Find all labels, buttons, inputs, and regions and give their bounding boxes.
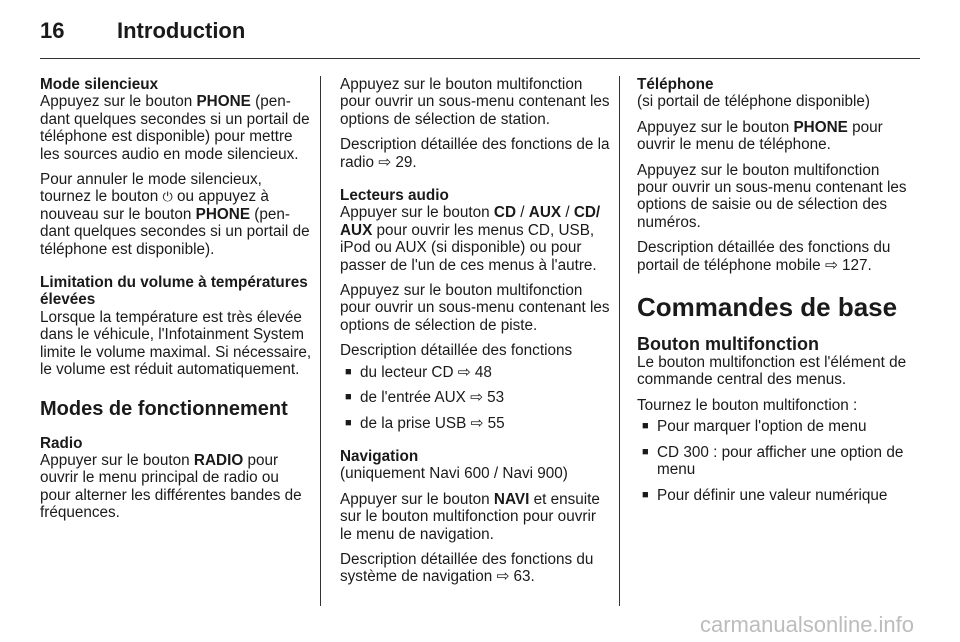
page-number: 16 <box>40 18 65 43</box>
section-title-mute: Mode silencieux <box>40 76 159 93</box>
list-item: ■ Pour définir une valeur numérique <box>642 486 888 504</box>
paragraph: Appuyez sur le bouton PHONE (pendant quelques secondes si un portail de téléphone est disponible) pour mettre les sources audio en mode silencieux. <box>40 93 310 163</box>
section-title-audio: Lecteurs audio <box>340 187 449 205</box>
paragraph: Description détaillée des fonctions du système de navigation ⇨ 63. <box>340 550 594 586</box>
paragraph: Appuyez sur le bouton PHONE pour ouvrir le menu de téléphone. <box>637 118 883 154</box>
square-bullet-icon: ■ <box>345 365 352 378</box>
paragraph: Pour annuler le mode silencieux, tournez le bouton ⏻ ou appuyez à nouveau sur le bouton PHONE (pendant quelques secondes si un portail de téléphone est disponible). <box>40 171 310 258</box>
paragraph: Appuyez sur le bouton multifonction pour ouvrir un sous-menu contenant les options de saisie ou de sélection des numéros. <box>637 161 907 231</box>
section-title-radio: Radio <box>40 434 83 452</box>
section-title-navigation: Navigation <box>340 447 419 465</box>
section-heading-basic-controls: Commandes de base <box>637 292 898 323</box>
page-ref-arrow-icon: ⇨ <box>457 363 471 381</box>
paragraph: Appuyer sur le bouton CD / AUX / CD/ AUX pour ouvrir les menus CD, USB, iPod ou AUX (si disponible) ou pour passer de l'un de ces menus à l'autre. <box>340 204 601 274</box>
paragraph: Description détaillée des fonctions du portail de téléphone mobile ⇨ 127. <box>637 239 891 274</box>
radio-button-label: RADIO <box>193 451 244 469</box>
page-ref-arrow-icon: ⇨ <box>470 389 483 407</box>
audio-source-list <box>340 364 612 432</box>
column-3 <box>637 76 912 512</box>
page-header <box>0 0 960 60</box>
column-1 <box>40 76 312 530</box>
paragraph: Appuyer sur le bouton NAVI et ensuite sur le bouton multifonction pour ouvrir le menu de navigation. <box>340 490 600 543</box>
phone-button-label: PHONE <box>793 118 848 136</box>
phone-button-label: PHONE <box>196 93 251 111</box>
page-ref-arrow-icon: ⇨ <box>470 414 484 432</box>
page-ref-arrow-icon: ⇨ <box>378 153 392 171</box>
list-item: ■ Pour marquer l'option de menu <box>642 418 867 436</box>
section-title-volume-limit: Limitation du volume à températures élevées <box>40 274 308 309</box>
header-rule <box>40 58 920 59</box>
paragraph: Description détaillée des fonctions <box>340 342 573 360</box>
paragraph: Lorsque la température est très élevée dans le véhicule, l'Infotainment System limite le volume maximal. Si nécessaire, le volume est réduit automatiquement. <box>40 308 312 379</box>
square-bullet-icon: ■ <box>642 445 649 458</box>
square-bullet-icon: ■ <box>642 488 649 501</box>
page-ref-arrow-icon: ⇨ <box>824 256 838 274</box>
paragraph: Appuyer sur le bouton RADIO pour ouvrir le menu principal de radio ou pour alterner les différentes bandes de fréquences. <box>40 451 302 522</box>
column-divider <box>619 76 620 606</box>
paragraph: (uniquement Navi 600 / Navi 900) <box>340 465 568 483</box>
section-title-telephone: Téléphone <box>637 76 714 93</box>
page-title: Introduction <box>117 18 246 43</box>
watermark: carmanualsonline.info <box>700 612 915 637</box>
paragraph: Le bouton multifonction est l'élément de commande central des menus. <box>637 354 907 389</box>
square-bullet-icon: ■ <box>345 391 352 404</box>
list-item: ■ du lecteur CD ⇨ 48 <box>345 363 492 381</box>
square-bullet-icon: ■ <box>345 416 352 429</box>
power-icon: ⏻ <box>162 189 173 205</box>
column-divider <box>320 76 321 606</box>
list-item: ■ CD 300 : pour afficher une option de menu <box>642 443 904 479</box>
paragraph: Tournez le bouton multifonction : <box>637 396 858 414</box>
paragraph: Appuyez sur le bouton multifonction pour ouvrir un sous-menu contenant les options de sélection de piste. <box>340 282 610 334</box>
square-bullet-icon: ■ <box>642 420 649 433</box>
section-heading-modes: Modes de fonctionnement <box>40 397 288 420</box>
navi-button-label: NAVI <box>493 490 530 508</box>
paragraph: (si portail de téléphone disponible) <box>637 93 871 111</box>
list-item: ■ de la prise USB ⇨ 55 <box>345 414 505 432</box>
paragraph: Appuyez sur le bouton multifonction pour ouvrir un sous-menu contenant les options de sélection de station. <box>340 76 610 128</box>
list-item: ■ de l'entrée AUX ⇨ 53 <box>345 389 505 407</box>
section-title-multifunction: Bouton multifonction <box>637 334 819 355</box>
paragraph: Description détaillée des fonctions de la radio ⇨ 29. <box>340 136 610 171</box>
column-2 <box>340 76 612 594</box>
page-ref-arrow-icon: ⇨ <box>496 568 510 586</box>
phone-button-label: PHONE <box>195 205 251 223</box>
multifunction-list <box>637 418 912 504</box>
